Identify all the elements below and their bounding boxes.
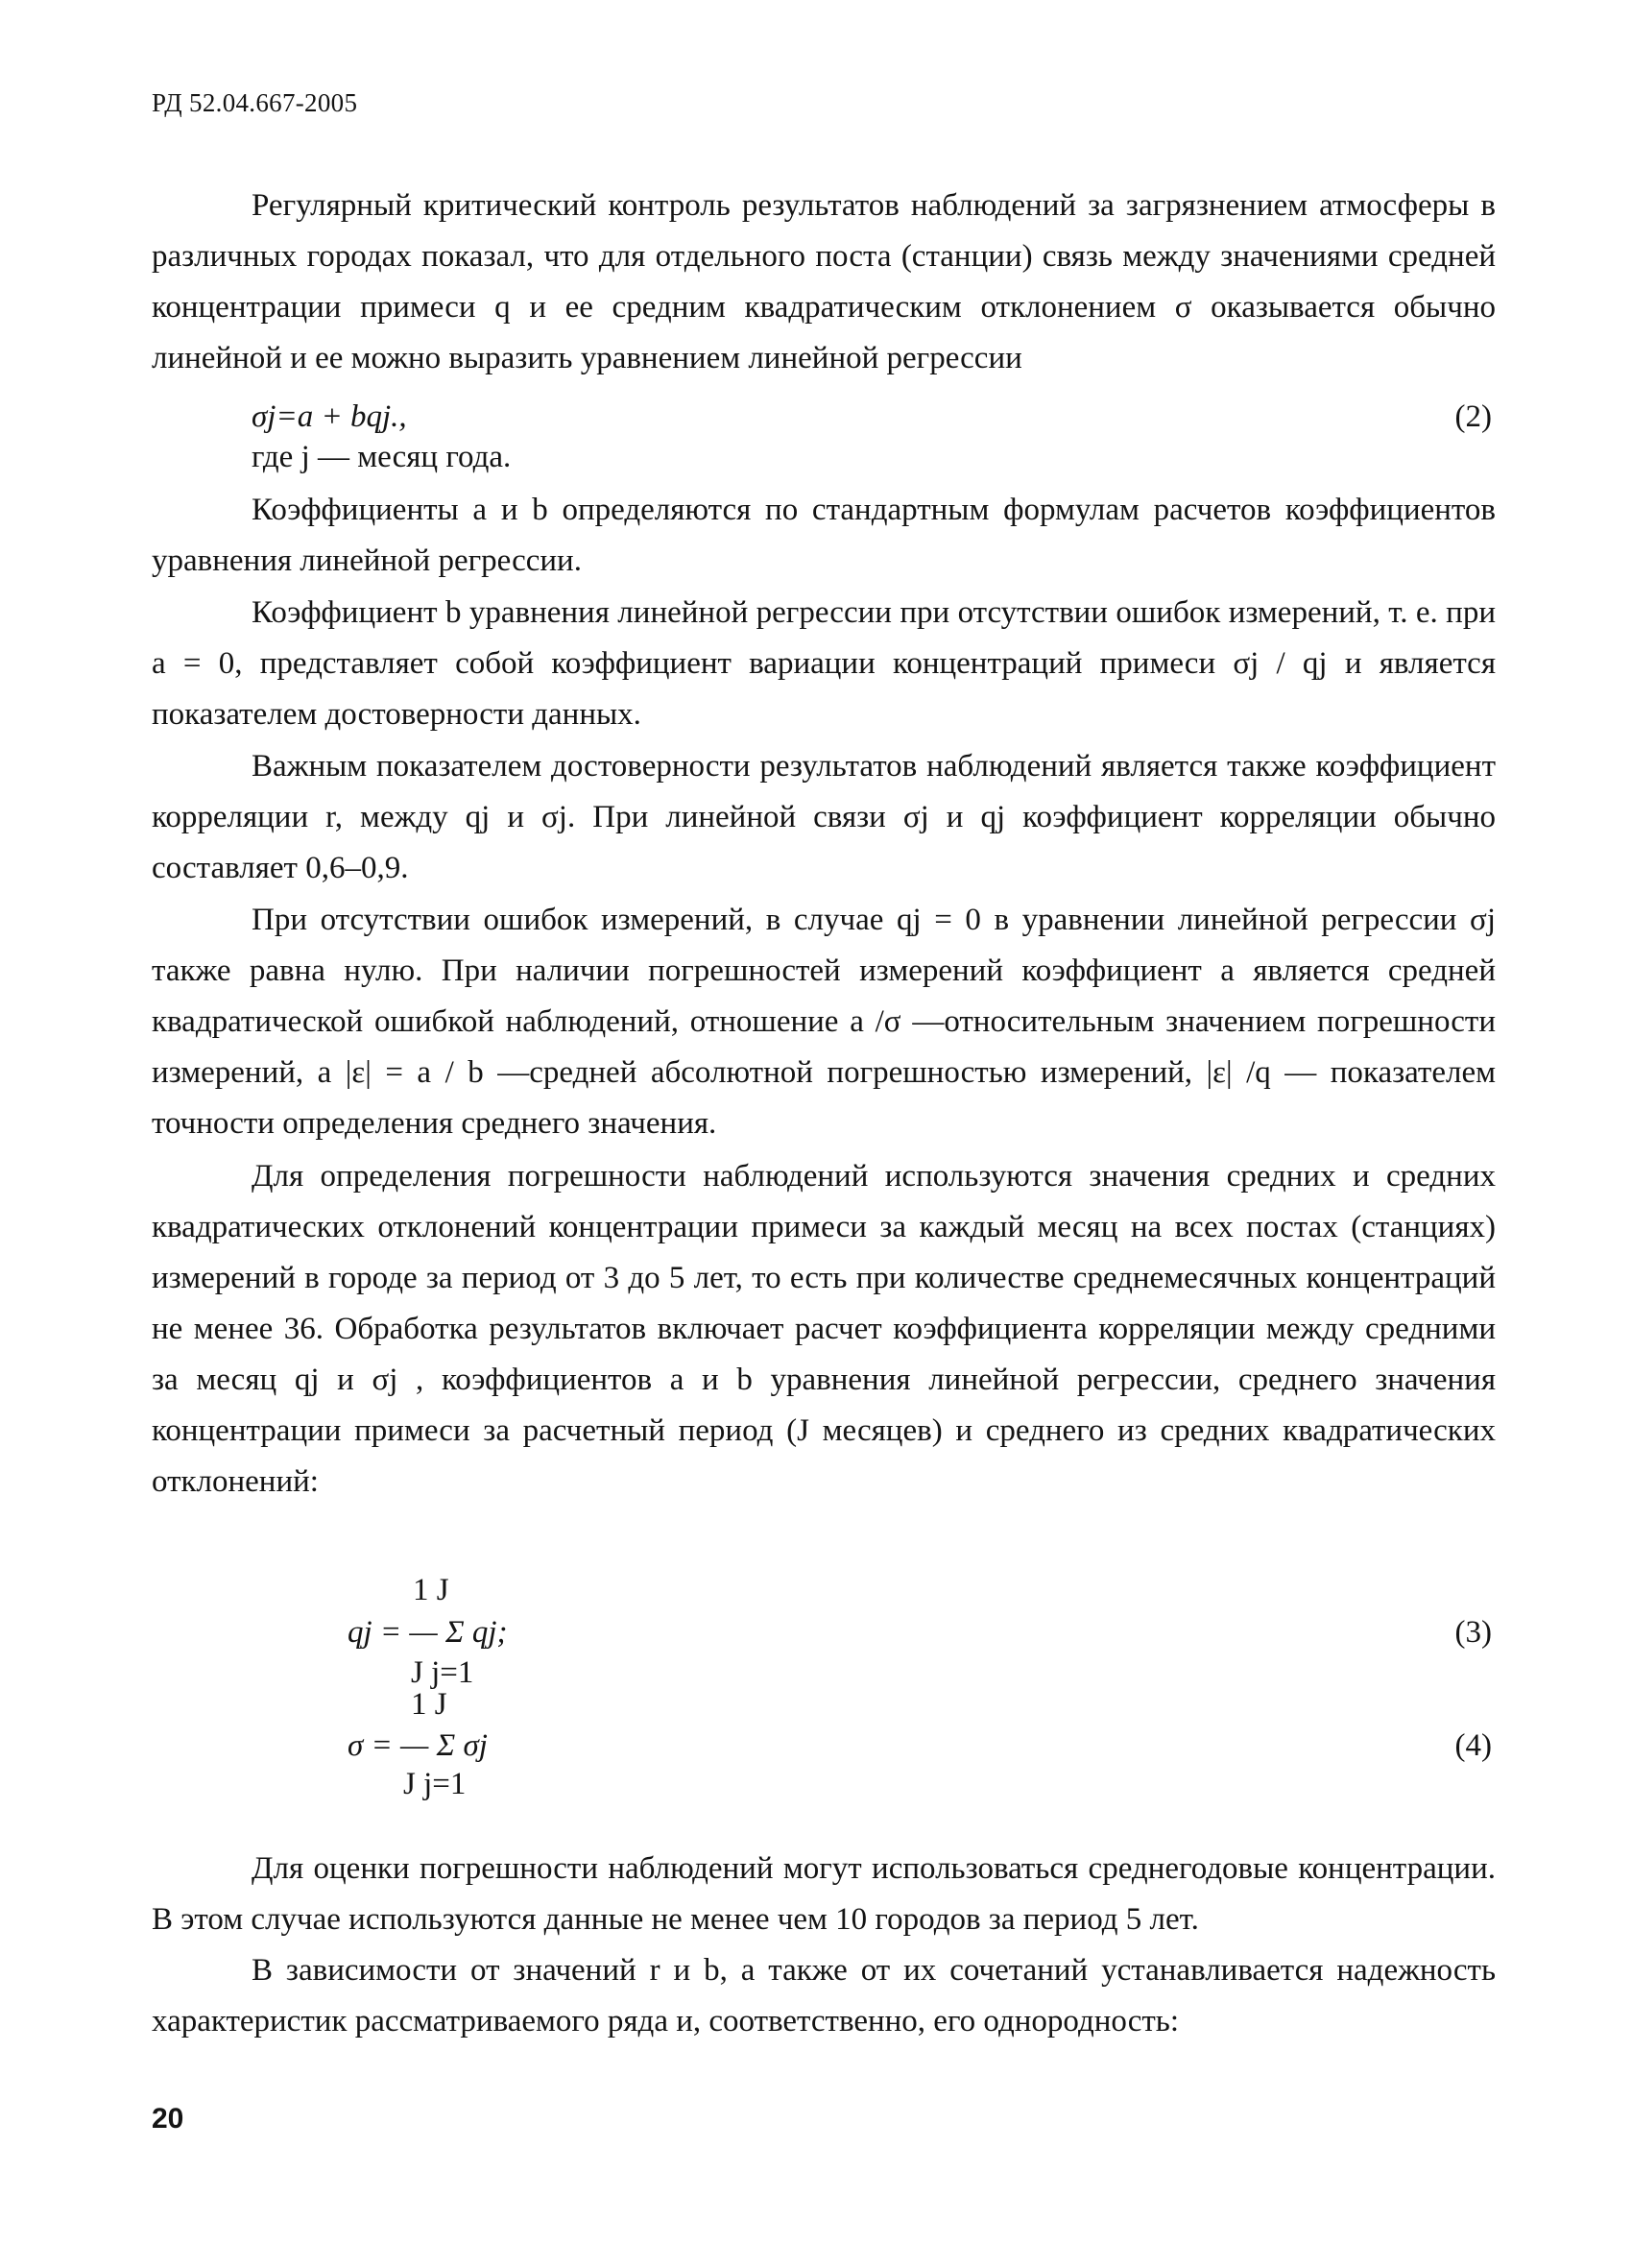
equation-3-number: (3) [1454,1615,1492,1650]
paragraph-measurement-errors: При отсутствии ошибок измерений, в случае qj = 0 в уравнении линейной регрессии σj также равна нулю. При наличии погрешностей измерений коэффициент a является средней квадратической ошибкой наблюдений, отношение a /σ —относительным значением погрешности измерений, а |ε| = a / b —средней абсолютной погрешностью измерений, |ε| /q — показателем точности определения среднего значения. [152,903,1496,1141]
paragraph-coefficient-b: Коэффициент b уравнения линейной регрессии при отсутствии ошибок измерений, т. е. при a = 0, представляет собой коэффициент вариации концентраций примеси σj / qj и является показателем достоверности данных. [152,595,1496,732]
paragraph-regression-intro: Регулярный критический контроль результатов наблюдений за загрязнением атмосферы в различных городах показал, что для отдельного поста (станции) связь между значениями средней концентрации примеси q и ее средним квадратическим отклонением σ оказывается обычно линейной и ее можно выразить уравнением линейной регрессии [152,188,1496,375]
equation-3-top: 1 J [413,1573,449,1607]
page-number: 20 [152,2103,184,2135]
equation-3-bottom: J j=1 [411,1655,474,1690]
paragraph-annual-averages: Для оценки погрешности наблюдений могут использоваться среднегодовые концентрации. В этом случае используются данные не менее чем 10 городов за период 5 лет. [152,1851,1496,1937]
document-code: РД 52.04.667-2005 [152,88,358,117]
paragraph-error-determination: Для определения погрешности наблюдений используются значения средних и средних квадратических отклонений концентрации примеси за каждый месяц на всех постах (станциях) измерений в городе за период от 3 до 5 лет, то есть при количестве среднемесячных концентраций не менее 36. Обработка результатов включает расчет коэффициента корреляции между средними за месяц qj и σj , коэффициентов a и b уравнения линейной регрессии, среднего значения концентрации примеси за расчетный период (J месяцев) и среднего из средних квадратических отклонений: [152,1159,1496,1499]
equation-3-main: qj = — Σ qj; [348,1615,508,1650]
paragraph-reliability: В зависимости от значений r и b, а также от их сочетаний устанавливается надежность характеристик рассматриваемого ряда и, соответственно, его однородность: [152,1953,1496,2039]
paragraph-correlation: Важным показателем достоверности результатов наблюдений является также коэффициент корреляции r, между qj и σj. При линейной связи σj и qj коэффициент корреляции обычно составляет 0,6–0,9. [152,749,1496,885]
equation-4-bottom: J j=1 [403,1767,467,1801]
equation-4-top: 1 J [411,1687,447,1722]
equation-4-main: σ = — Σ σj [348,1728,488,1763]
paragraph-coefficients: Коэффициенты a и b определяются по стандартным формулам расчетов коэффициентов уравнения линейной регрессии. [152,493,1496,578]
equation-2-note: где j — месяц года. [252,440,512,474]
equation-2-number: (2) [1454,399,1492,434]
equation-2-formula: σj=a + bqj., [252,399,407,434]
equation-4-number: (4) [1454,1728,1492,1763]
